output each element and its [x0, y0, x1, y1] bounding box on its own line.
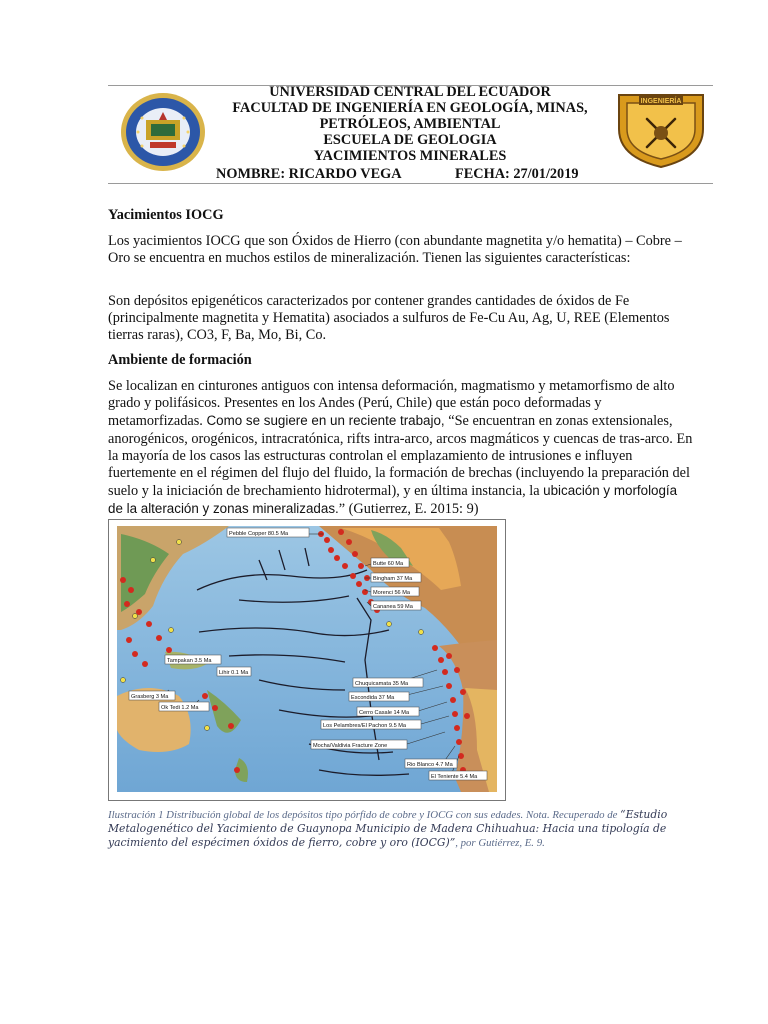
document-header	[195, 84, 625, 164]
deposit-distribution-map	[108, 519, 506, 801]
map-label: Lihir 0.1 Ma	[219, 670, 249, 676]
map-label: Escondida 37 Ma	[351, 695, 395, 701]
section-heading-iocg	[108, 207, 693, 224]
engineering-logo-text: INGENIERÍA	[640, 98, 682, 105]
figure-caption	[108, 808, 668, 850]
map-label: Cananea 59 Ma	[373, 604, 413, 610]
faculty-title-line2: PETRÓLEOS, AMBIENTAL	[319, 116, 501, 132]
map-label: Grasberg 3 Ma	[131, 694, 169, 700]
map-label: Morenci 56 Ma	[373, 590, 410, 596]
paragraph-text: Los yacimientos IOCG que son Óxidos de Hierro (con abundante magnetita y/o hematita) – Cobre – Oro se encuentra en muchos estilos de mineralización. Tienen las siguientes características:	[108, 233, 682, 267]
heading-text: Ambiente de formación	[108, 352, 252, 368]
header-bottom-rule	[108, 183, 713, 184]
map-label: Butte 60 Ma	[373, 561, 404, 567]
map-label: El Teniente 5.4 Ma	[431, 774, 478, 780]
map-label: Ok Tedi 1.2 Ma	[161, 705, 199, 711]
caption-text-c: , por Gutiérrez, E. 9.	[455, 837, 545, 849]
document-date: FECHA: 27/01/2019	[455, 166, 579, 182]
map-label: Cerro Casale 14 Ma	[359, 710, 410, 716]
university-seal-icon	[120, 92, 206, 172]
paragraph-epigenetic	[108, 293, 693, 345]
faculty-title-line1: FACULTAD DE INGENIERÍA EN GEOLOGÍA, MINAS,	[232, 100, 588, 116]
paragraph-text-a: Se localizan en cinturones antiguos con intensa deformación, magmatismo y metamorfismo de alto grado y polifásicos. Presentes en los Andes (Perú, Chile) que están poco deformadas y metamorfizadas.	[108, 378, 675, 430]
student-name: NOMBRE: RICARDO VEGA	[216, 166, 402, 182]
heading-text: Yacimientos IOCG	[108, 207, 224, 223]
paragraph-ambiente	[108, 378, 693, 519]
map-label: Los Pelambres/El Pachon 9.5 Ma	[323, 723, 407, 729]
paragraph-text-d: ubicación y morfología de la alteración y zonas mineralizadas.	[108, 483, 678, 517]
map-label: Rio Blanco 4.7 Ma	[407, 762, 453, 768]
paragraph-text-e: ” (Gutierrez, E. 2015: 9)	[338, 501, 479, 518]
paragraph-intro	[108, 233, 693, 267]
caption-text-a: Ilustración 1 Distribución global de los depósitos tipo pórfido de cobre y IOCG con sus edades. Nota. Recuperado de	[108, 809, 621, 821]
paragraph-text: Son depósitos epigenéticos caracterizados por contener grandes cantidades de óxidos de Fe (principalmente magnetita y Hematita) asociados a sulfuros de Fe-Cu Au, Ag, U, REE (Elementos tierras raras), CO3, F, Ba, Mo, Bi, Co.	[108, 293, 670, 344]
paragraph-text-c: “Se encuentran en zonas extensionales, anorogénicos, orogénicos, intracratónica, rifts intra-arco, arcos magmáticos y cuencas de tras-arco. En la mayoría de los casos las estructuras controlan el emplazamiento de intrusiones e influyen fuertemente en el régimen del flujo del fluido, la formación de brechas (incluyendo la preparación del suelo y la iniciación de brechamiento hidrotermal), y en última instancia, la	[108, 413, 693, 500]
caption-text-b: “Estudio Metalogenético del Yacimiento de Guaynopa Municipio de Madera Chihuahua: Hacia una tipología de yacimiento del espécimen óxidos de fierro, cobre y oro (IOCG)”	[108, 808, 668, 849]
map-label: Bingham 37 Ma	[373, 576, 413, 582]
map-label: Pebble Copper 80.5 Ma	[229, 531, 289, 537]
map-label: Mocha/Valdivia Fracture Zone	[313, 743, 388, 749]
paragraph-text-b: Como se sugiere en un reciente trabajo,	[206, 413, 445, 429]
university-title: UNIVERSIDAD CENTRAL DEL ECUADOR	[269, 84, 551, 100]
school-title: ESCUELA DE GEOLOGIA	[323, 132, 497, 148]
map-label: Chuquicamata 35 Ma	[355, 681, 409, 687]
engineering-shield-icon	[613, 89, 709, 169]
section-heading-ambiente	[108, 352, 693, 369]
map-label: Tampakan 3.5 Ma	[167, 658, 212, 664]
course-title: YACIMIENTOS MINERALES	[313, 148, 507, 164]
